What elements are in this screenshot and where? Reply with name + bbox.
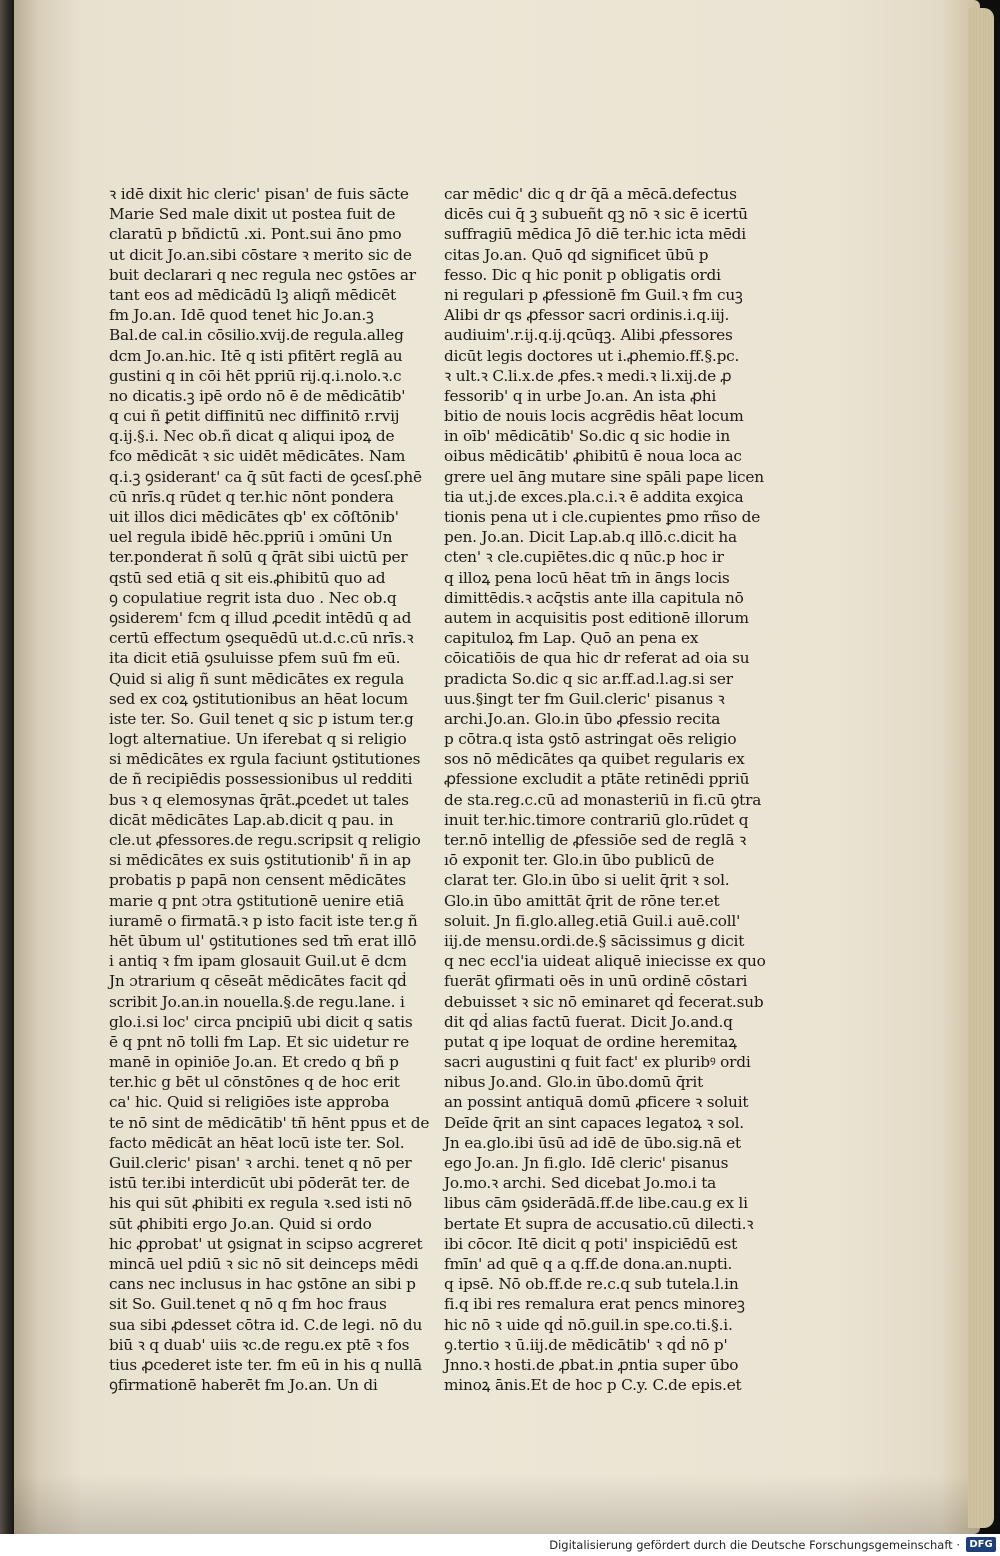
text-line: dimittēdis.ꝛ acq̄stis ante illa capitula nō (444, 588, 744, 607)
text-line: mincā uel pdiū ꝛ sic nō sit deinceps mēdi (109, 1254, 419, 1273)
text-line: q.ij.§.i. Nec ob.ñ dicat q aliqui ipoꝝ de (109, 427, 395, 446)
text-line: ter.hic g bēt ul cōnstōnes q de hoc erit (109, 1073, 400, 1092)
text-line: ca' hic. Quid si religiōes iste approba (109, 1093, 390, 1112)
text-line: hic ꝓprobat' ut ꝯsignat in scipso acgreret (109, 1234, 423, 1253)
binding-edge (0, 0, 14, 1534)
text-line: cans nec inclusus in hac ꝯstōne an sibi p (109, 1275, 416, 1294)
text-line: cten' ꝛ cle.cupiētes.dic q nūc.p hoc ir (444, 548, 724, 567)
text-line: tius ꝓcederet iste ter. fm eū in his q nullā (109, 1355, 422, 1374)
text-line: dit qḋ alias factū fuerat. Dicit Jo.and.q (444, 1012, 733, 1031)
text-line: uit illos dici mēdicātes qb' ex cōſtōnib' (109, 508, 399, 526)
text-line: de sta.reg.c.cū ad monasteriū in fi.cū ꝯtra (444, 790, 762, 809)
text-line: ꝯ copulatiue regrit ista duo . Nec ob.q (109, 588, 397, 607)
text-line: manē in opiniōe Jo.an. Et credo q bñ p (109, 1053, 399, 1072)
text-line: istū ter.ibi interdicūt ubi pōderāt ter. de (109, 1174, 410, 1193)
text-line: ꝛ idē dixit hic cleric' pisan' de fuis sācte (109, 185, 409, 203)
text-line: putat q ipe loquat de ordine heremitaꝝ (444, 1032, 737, 1051)
text-line: hēt ūbum ul' ꝯstitutiones sed tm̄ erat illō (109, 931, 417, 950)
text-line: pradicta So.dic q sic ar.ff.ad.l.ag.si ser (444, 669, 733, 688)
text-line: q cui ñ ꝑetit diffinitū nec diffinitō r.rvij (109, 407, 400, 426)
text-line: fco mēdicāt ꝛ sic uidēt mēdicātes. Nam (109, 447, 406, 466)
text-line: iste ter. So. Guil tenet q sic p istum ter.g (109, 709, 414, 728)
text-line: certū effectum ꝯsequēdū ut.d.c.cū nrīs.ꝛ (109, 629, 414, 648)
text-line: cū nrīs.q rūdet q ter.hic nōnt pondera (109, 487, 394, 506)
text-line: ꝓfessione excludit a ptāte retinēdi ppriū (444, 770, 750, 789)
text-line: sua sibi ꝓdesset cōtra id. C.de legi. nō du (109, 1315, 423, 1334)
text-line: Jo.mo.ꝛ archi. Sed dicebat Jo.mo.i ta (444, 1174, 717, 1193)
text-line: dicāt mēdicātes Lap.ab.dicit q pau. in (109, 810, 394, 829)
text-line: inuit ter.hic.timore contrariū glo.rūdet q (444, 810, 749, 829)
text-line: Deīde q̄rit an sint capaces legatoꝝ ꝛ sol. (444, 1113, 744, 1132)
text-line: qstū sed etiā q sit eis.ꝓhibitū quo ad (109, 568, 386, 587)
text-line: sos nō mēdicātes qa quibet regularis ex (444, 750, 745, 769)
text-line: facto mēdicāt an hēat locū iste ter. Sol. (109, 1133, 405, 1152)
text-line: q nec eccl'ia uideat aliquē iniecisse ex quo (444, 952, 766, 971)
text-line: ꝛ ult.ꝛ C.li.x.de ꝓfes.ꝛ medi.ꝛ li.xij.de ꝓ (444, 366, 732, 385)
text-line: glo.i.si loc' circa pncipiū ubi dicit q satis (109, 1012, 413, 1031)
text-line: tionis pena ut i cle.cupientes ꝑmo rñso de (444, 508, 761, 526)
text-line: te nō sint de mēdicātib' tñ hēnt ppus et de (109, 1113, 430, 1132)
text-line: fessorib' q in urbe Jo.an. An ista ꝓhi (444, 386, 717, 405)
text-line: uus.§ingt ter fm Guil.cleric' pisanus ꝛ (444, 689, 725, 708)
left-text-column (109, 184, 430, 1395)
text-line: q ipsē. Nō ob.ff.de re.c.q sub tutela.l.in (444, 1275, 739, 1294)
text-line: suffragiū mēdica Jō diē ter.hic icta mēdi (444, 225, 746, 244)
text-line: soluit. Jn fi.glo.alleg.etiā Guil.i auē.coll' (444, 911, 741, 930)
text-line: Marie Sed male dixit ut postea fuit de (109, 205, 396, 224)
text-line: an possint antiquā domū ꝓficere ꝛ soluit (444, 1093, 749, 1112)
funding-credit: Digitalisierung gefördert durch die Deutsche Forschungsgemeinschaft · (549, 1538, 960, 1552)
text-line: sed ex coꝝ ꝯstitutionibus an hēat locum (109, 689, 408, 708)
text-line: Jn ea.glo.ibi ūsū ad idē de ūbo.sig.nā et (444, 1133, 741, 1152)
page-fore-edge (968, 8, 994, 1528)
text-line: claratū p bñdictū .xi. Pont.sui āno pmo (109, 225, 402, 244)
text-line: no dicatis.ꝫ ipē ordo nō ē de mēdicātib' (109, 386, 406, 405)
book-page (14, 0, 980, 1534)
text-line: biū ꝛ q duab' uiis ꝛc.de regu.ex ptē ꝛ fos (109, 1335, 410, 1354)
text-line: ter.ponderat ñ solū q q̄rāt sibi uictū per (109, 548, 408, 567)
text-line: nibus Jo.and. Glo.in ūbo.domū q̄rit (444, 1073, 704, 1092)
text-line: cle.ut ꝓfessores.de regu.scripsit q religio (109, 831, 421, 849)
text-line: minoꝝ ānis.Et de hoc p C.y. C.de epis.et (444, 1376, 742, 1395)
text-line: ıō exponit ter. Glo.in ūbo publicū de (444, 851, 715, 870)
text-line: tia ut.j.de exces.pla.c.i.ꝛ ē addita exꝯica (444, 487, 744, 506)
text-line: oibus mēdicātib' ꝓhibitū ē noua loca ac (444, 447, 742, 466)
text-line: uel regula ibidē hēc.ppriū i ɔmūni Un (109, 528, 393, 547)
text-line: ego Jo.an. Jn fi.glo. Idē cleric' pisanus (444, 1154, 729, 1172)
text-line: si mēdicātes ex rgula faciunt ꝯstitutiones (109, 750, 421, 769)
text-line: his qui sūt ꝓhibiti ex regula ꝛ.sed isti nō (109, 1194, 412, 1213)
text-line: libus cām ꝯsiderādā.ff.de libe.cau.g ex li (444, 1194, 748, 1213)
text-line: marie q pnt ɔtra ꝯstitutionē uenire etiā (109, 891, 405, 910)
text-line: fuerāt ꝯfirmati oēs in unū ordinē cōstari (444, 972, 748, 991)
text-line: scribit Jo.an.in nouella.§.de regu.lane. i (109, 992, 405, 1011)
text-line: archi.Jo.an. Glo.in ūbo ꝓfessio recita (444, 709, 721, 728)
text-line: ꝯsiderem' fcm q illud ꝓcedit intēdū q ad (109, 608, 412, 627)
text-line: fmīn' ad quē q a q.ff.de dona.an.nupti. (444, 1254, 733, 1273)
text-line: grere uel āng mutare sine spāli pape licen (444, 467, 764, 486)
text-line: audiuim'.r.ij.q.ij.qcūqꝫ. Alibi ꝓfessores (444, 326, 733, 345)
text-line: Bal.de cal.in cōsilio.xvij.de regula.alleg (109, 326, 404, 345)
text-line: bertate Et supra de accusatio.cū dilecti.ꝛ (444, 1214, 754, 1233)
text-line: probatis p papā non censent mēdicātes (109, 871, 406, 890)
text-line: dicūt legis doctores ut i.ꝓhemio.ff.§.pc. (444, 346, 740, 365)
text-line: cōicatiōis de qua hic dr referat ad oia su (444, 649, 750, 668)
text-line: Glo.in ūbo amittāt q̄rit de rōne ter.et (444, 891, 720, 910)
text-line: autem in acquisitis post editionē illorum (444, 608, 749, 627)
text-line: Quid si alig ñ sunt mēdicātes ex regula (109, 669, 404, 688)
right-text-column (444, 184, 766, 1395)
text-line: car mēdic' dic q dr q̄ā a mēcā.defectus (444, 185, 737, 203)
footer-bar (0, 1534, 1000, 1556)
text-line: ni regulari p ꝓfessionē fm Guil.ꝛ fm cuꝫ (444, 285, 743, 304)
text-line: de ñ recipiēdis possessionibus ul redditi (109, 770, 413, 789)
text-line: Jnno.ꝛ hosti.de ꝓbat.in ꝓntia super ūbo (444, 1355, 739, 1374)
text-line: ter.nō intellig de ꝓfessiōe sed de reglā ꝛ (444, 831, 747, 849)
text-line: dcm Jo.an.hic. Itē q isti pfitērt reglā au (109, 346, 403, 365)
text-line: Jn ɔtrarium q cēseāt mēdicātes facit qḋ (109, 972, 407, 991)
text-line: fi.q ibi res remalura erat pencs minoreꝫ (444, 1295, 745, 1314)
text-line: in oīb' mēdicātib' So.dic q sic hodie in (444, 427, 731, 446)
text-line: iij.de mensu.ordi.de.§ sācissimus g dicit (444, 931, 745, 950)
text-line: Alibi dr qs ꝓfessor sacri ordinis.i.q.iij. (444, 306, 730, 325)
text-line: q.i.ꝫ ꝯsiderant' ca q̄ sūt facti de ꝯcesſ.phē (109, 467, 422, 486)
text-line: si mēdicātes ex suis ꝯstitutionib' ñ in ap (109, 851, 411, 870)
text-line: iuramē o firmatā.ꝛ p isto facit iste ter.g ñ (109, 911, 418, 930)
text-line: ꝯfirmationē haberēt fm Jo.an. Un di (109, 1376, 378, 1395)
text-line: debuisset ꝛ sic nō eminaret qḋ fecerat.sub (444, 992, 764, 1011)
text-line: dicēs cui q̄ ꝫ subueñt qꝫ nō ꝛ sic ē icertū (444, 205, 748, 224)
text-line: sit So. Guil.tenet q nō q fm hoc fraus (109, 1295, 387, 1314)
text-line: sacri augustini q fuit fact' ex pluribꝰ ordi (444, 1053, 751, 1072)
text-line: q illoꝝ pena locū hēat tm̄ in āngs locis (444, 568, 730, 587)
text-line: ibi cōcor. Itē dicit q poti' inspiciēdū est (444, 1234, 738, 1253)
text-line: logt alternatiue. Un iferebat q si religio (109, 730, 407, 749)
text-line: i antiq ꝛ fm ipam glosauit Guil.ut ē dcm (109, 952, 407, 971)
text-line: ita dicit etiā ꝯsuluisse pfem suū fm eū. (109, 649, 401, 668)
text-line: p cōtra.q ista ꝯstō astringat oēs religio (444, 730, 737, 749)
text-line: capituloꝝ fm Lap. Quō an pena ex (444, 629, 699, 648)
text-line: bitio de nouis locis acgrēdis hēat locum (444, 407, 744, 426)
text-line: ē q pnt nō tolli fm Lap. Et sic uidetur re (109, 1032, 409, 1051)
text-line: hic nō ꝛ uide qḋ nō.guil.in spe.co.ti.§.i. (444, 1315, 733, 1334)
text-line: pen. Jo.an. Dicit Lap.ab.q illō.c.dicit ha (444, 528, 737, 547)
text-line: Guil.cleric' pisan' ꝛ archi. tenet q nō per (109, 1154, 412, 1172)
text-line: gustini q in cōi hēt ppriū rij.q.i.nolo.ꝛ.c (109, 366, 402, 385)
text-line: tant eos ad mēdicādū lꝫ aliqñ mēdicēt (109, 285, 396, 304)
text-line: clarat ter. Glo.in ūbo si uelit q̄rit ꝛ sol. (444, 871, 730, 890)
text-line: fesso. Dic q hic ponit p obligatis ordi (444, 265, 721, 284)
dfg-logo: DFG (966, 1537, 996, 1552)
text-line: bus ꝛ q elemosynas q̄rāt.ꝓcedet ut tales (109, 790, 409, 809)
text-line: buit declarari q nec regula nec ꝯstōes ar (109, 265, 416, 284)
text-line: ut dicit Jo.an.sibi cōstare ꝛ merito sic de (109, 245, 412, 264)
text-line: citas Jo.an. Quō qd significet ūbū p (444, 245, 709, 264)
text-line: ꝯ.tertio ꝛ ū.iij.de mēdicātib' ꝛ qḋ nō p' (444, 1335, 728, 1354)
text-line: fm Jo.an. Idē quod tenet hic Jo.an.ꝫ (109, 306, 374, 325)
text-line: sūt ꝓhibiti ergo Jo.an. Quid si ordo (109, 1214, 372, 1233)
